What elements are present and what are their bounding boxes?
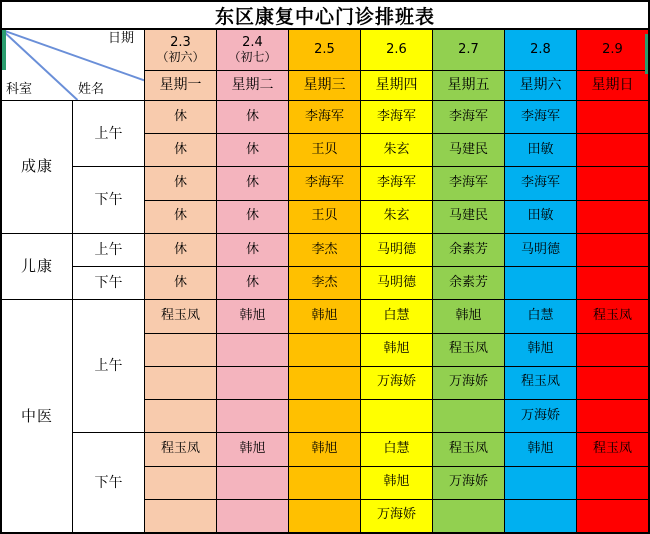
lunar-date-text: （初六）	[156, 49, 205, 64]
time-slot-cell[interactable]: 上午	[73, 300, 144, 432]
schedule-cell[interactable]	[145, 467, 216, 499]
schedule-cell[interactable]: 万海娇	[505, 400, 576, 432]
schedule-cell[interactable]: 休	[145, 201, 216, 233]
schedule-cell[interactable]: 休	[145, 167, 216, 199]
schedule-cell[interactable]: 韩旭	[505, 433, 576, 465]
schedule-cell[interactable]: 李海军	[505, 167, 576, 199]
schedule-cell[interactable]: 休	[145, 134, 216, 166]
time-slot-cell[interactable]: 上午	[73, 234, 144, 266]
schedule-cell[interactable]	[145, 500, 216, 532]
schedule-cell[interactable]: 李海军	[289, 167, 360, 199]
weekday-header-cell[interactable]: 星期五	[433, 71, 504, 100]
schedule-cell[interactable]: 马明德	[361, 234, 432, 266]
schedule-cell[interactable]	[145, 367, 216, 399]
schedule-cell[interactable]: 韩旭	[289, 300, 360, 332]
schedule-cell[interactable]: 李海军	[433, 167, 504, 199]
schedule-table	[2, 30, 648, 532]
schedule-cell[interactable]: 程玉凤	[577, 300, 648, 332]
schedule-cell[interactable]: 田敏	[505, 201, 576, 233]
schedule-cell[interactable]: 朱玄	[361, 134, 432, 166]
schedule-cell[interactable]	[577, 267, 648, 299]
schedule-cell[interactable]: 王贝	[289, 134, 360, 166]
schedule-cell[interactable]	[577, 367, 648, 399]
schedule-cell[interactable]	[361, 400, 432, 432]
time-slot-cell[interactable]: 下午	[73, 267, 144, 299]
time-slot-cell[interactable]: 下午	[73, 433, 144, 532]
schedule-cell[interactable]	[217, 334, 288, 366]
schedule-cell[interactable]	[505, 500, 576, 532]
schedule-cell[interactable]: 李杰	[289, 267, 360, 299]
schedule-cell[interactable]: 程玉凤	[433, 433, 504, 465]
schedule-cell[interactable]	[289, 467, 360, 499]
schedule-cell[interactable]: 万海娇	[361, 367, 432, 399]
schedule-cell[interactable]	[289, 367, 360, 399]
schedule-cell[interactable]: 休	[217, 234, 288, 266]
weekday-header-cell[interactable]: 星期四	[361, 71, 432, 100]
schedule-cell[interactable]: 马建民	[433, 201, 504, 233]
schedule-cell[interactable]: 李海军	[289, 101, 360, 133]
schedule-cell[interactable]: 休	[217, 101, 288, 133]
corner-date-label: 日期	[107, 31, 134, 46]
date-text: 2.8	[530, 41, 551, 57]
schedule-cell[interactable]	[217, 367, 288, 399]
schedule-cell[interactable]	[289, 500, 360, 532]
schedule-cell[interactable]: 休	[217, 201, 288, 233]
schedule-cell[interactable]: 朱玄	[361, 201, 432, 233]
schedule-cell[interactable]	[577, 334, 648, 366]
weekday-header-cell[interactable]: 星期三	[289, 71, 360, 100]
date-text: 2.3	[170, 34, 191, 50]
schedule-cell[interactable]	[577, 400, 648, 432]
schedule-cell[interactable]: 韩旭	[361, 467, 432, 499]
schedule-cell[interactable]: 休	[217, 267, 288, 299]
schedule-cell[interactable]	[217, 400, 288, 432]
schedule-cell[interactable]: 李海军	[505, 101, 576, 133]
weekday-header-cell[interactable]: 星期六	[505, 71, 576, 100]
selection-indicator-left	[2, 30, 6, 70]
schedule-cell[interactable]	[217, 467, 288, 499]
schedule-cell[interactable]: 马明德	[505, 234, 576, 266]
schedule-cell[interactable]: 李杰	[289, 234, 360, 266]
department-cell[interactable]: 成康	[2, 101, 72, 233]
schedule-cell[interactable]	[217, 500, 288, 532]
schedule-cell[interactable]: 休	[145, 267, 216, 299]
schedule-cell[interactable]	[433, 400, 504, 432]
schedule-cell[interactable]: 李海军	[361, 167, 432, 199]
time-slot-cell[interactable]: 上午	[73, 101, 144, 166]
date-header-cell[interactable]	[217, 30, 288, 70]
schedule-cell[interactable]: 程玉凤	[145, 433, 216, 465]
schedule-cell[interactable]: 田敏	[505, 134, 576, 166]
date-header-cell[interactable]	[505, 30, 576, 70]
schedule-cell[interactable]: 李海军	[361, 101, 432, 133]
schedule-cell[interactable]: 万海娇	[433, 467, 504, 499]
weekday-header-cell[interactable]: 星期日	[577, 71, 648, 100]
weekday-header-cell[interactable]: 星期二	[217, 71, 288, 100]
date-header-cell[interactable]	[577, 30, 648, 70]
date-text: 2.7	[458, 41, 479, 57]
schedule-cell[interactable]	[577, 201, 648, 233]
department-cell[interactable]: 中医	[2, 300, 72, 532]
date-header-cell[interactable]	[145, 30, 216, 70]
schedule-cell[interactable]	[433, 500, 504, 532]
schedule-cell[interactable]: 白慧	[361, 300, 432, 332]
date-header-cell[interactable]	[361, 30, 432, 70]
schedule-cell[interactable]: 马明德	[361, 267, 432, 299]
schedule-cell[interactable]: 休	[217, 134, 288, 166]
schedule-cell[interactable]	[577, 467, 648, 499]
date-header-cell[interactable]	[433, 30, 504, 70]
lunar-date-text: （初七）	[228, 49, 277, 64]
date-header-cell[interactable]	[289, 30, 360, 70]
date-text: 2.4	[242, 34, 263, 50]
corner-dept-label: 科室	[6, 82, 33, 98]
date-text: 2.6	[386, 41, 407, 57]
corner-header-cell[interactable]	[2, 30, 144, 100]
weekday-header-cell[interactable]: 星期一	[145, 71, 216, 100]
schedule-cell[interactable]: 韩旭	[217, 300, 288, 332]
department-cell[interactable]: 儿康	[2, 234, 72, 299]
schedule-cell[interactable]: 白慧	[505, 300, 576, 332]
schedule-cell[interactable]	[505, 467, 576, 499]
schedule-cell[interactable]: 余素芳	[433, 267, 504, 299]
schedule-cell[interactable]: 韩旭	[361, 334, 432, 366]
schedule-cell[interactable]	[289, 334, 360, 366]
schedule-cell[interactable]: 万海娇	[361, 500, 432, 532]
schedule-cell[interactable]: 休	[145, 234, 216, 266]
schedule-cell[interactable]: 韩旭	[217, 433, 288, 465]
schedule-cell[interactable]	[289, 400, 360, 432]
selection-indicator-right	[645, 34, 648, 74]
schedule-cell[interactable]	[145, 334, 216, 366]
schedule-cell[interactable]: 韩旭	[433, 300, 504, 332]
schedule-cell[interactable]: 韩旭	[505, 334, 576, 366]
schedule-cell[interactable]	[145, 400, 216, 432]
schedule-cell[interactable]	[577, 234, 648, 266]
schedule-cell[interactable]	[505, 267, 576, 299]
date-text: 2.5	[314, 41, 335, 57]
schedule-cell[interactable]: 马建民	[433, 134, 504, 166]
schedule-cell[interactable]: 万海娇	[433, 367, 504, 399]
schedule-cell[interactable]	[577, 134, 648, 166]
schedule-cell[interactable]: 李海军	[433, 101, 504, 133]
schedule-cell[interactable]	[577, 101, 648, 133]
schedule-cell[interactable]: 程玉凤	[505, 367, 576, 399]
schedule-cell[interactable]: 韩旭	[289, 433, 360, 465]
schedule-cell[interactable]: 程玉凤	[577, 433, 648, 465]
time-slot-cell[interactable]: 下午	[73, 167, 144, 232]
corner-name-label: 姓名	[78, 82, 105, 98]
page-title: 东区康复中心门诊排班表	[2, 2, 648, 30]
schedule-cell[interactable]: 程玉凤	[433, 334, 504, 366]
schedule-cell[interactable]: 休	[145, 101, 216, 133]
schedule-cell[interactable]	[577, 167, 648, 199]
schedule-cell[interactable]: 余素芳	[433, 234, 504, 266]
schedule-cell[interactable]	[577, 500, 648, 532]
schedule-cell[interactable]: 白慧	[361, 433, 432, 465]
schedule-cell[interactable]: 王贝	[289, 201, 360, 233]
schedule-cell[interactable]: 休	[217, 167, 288, 199]
date-text: 2.9	[602, 41, 623, 57]
schedule-cell[interactable]: 程玉凤	[145, 300, 216, 332]
